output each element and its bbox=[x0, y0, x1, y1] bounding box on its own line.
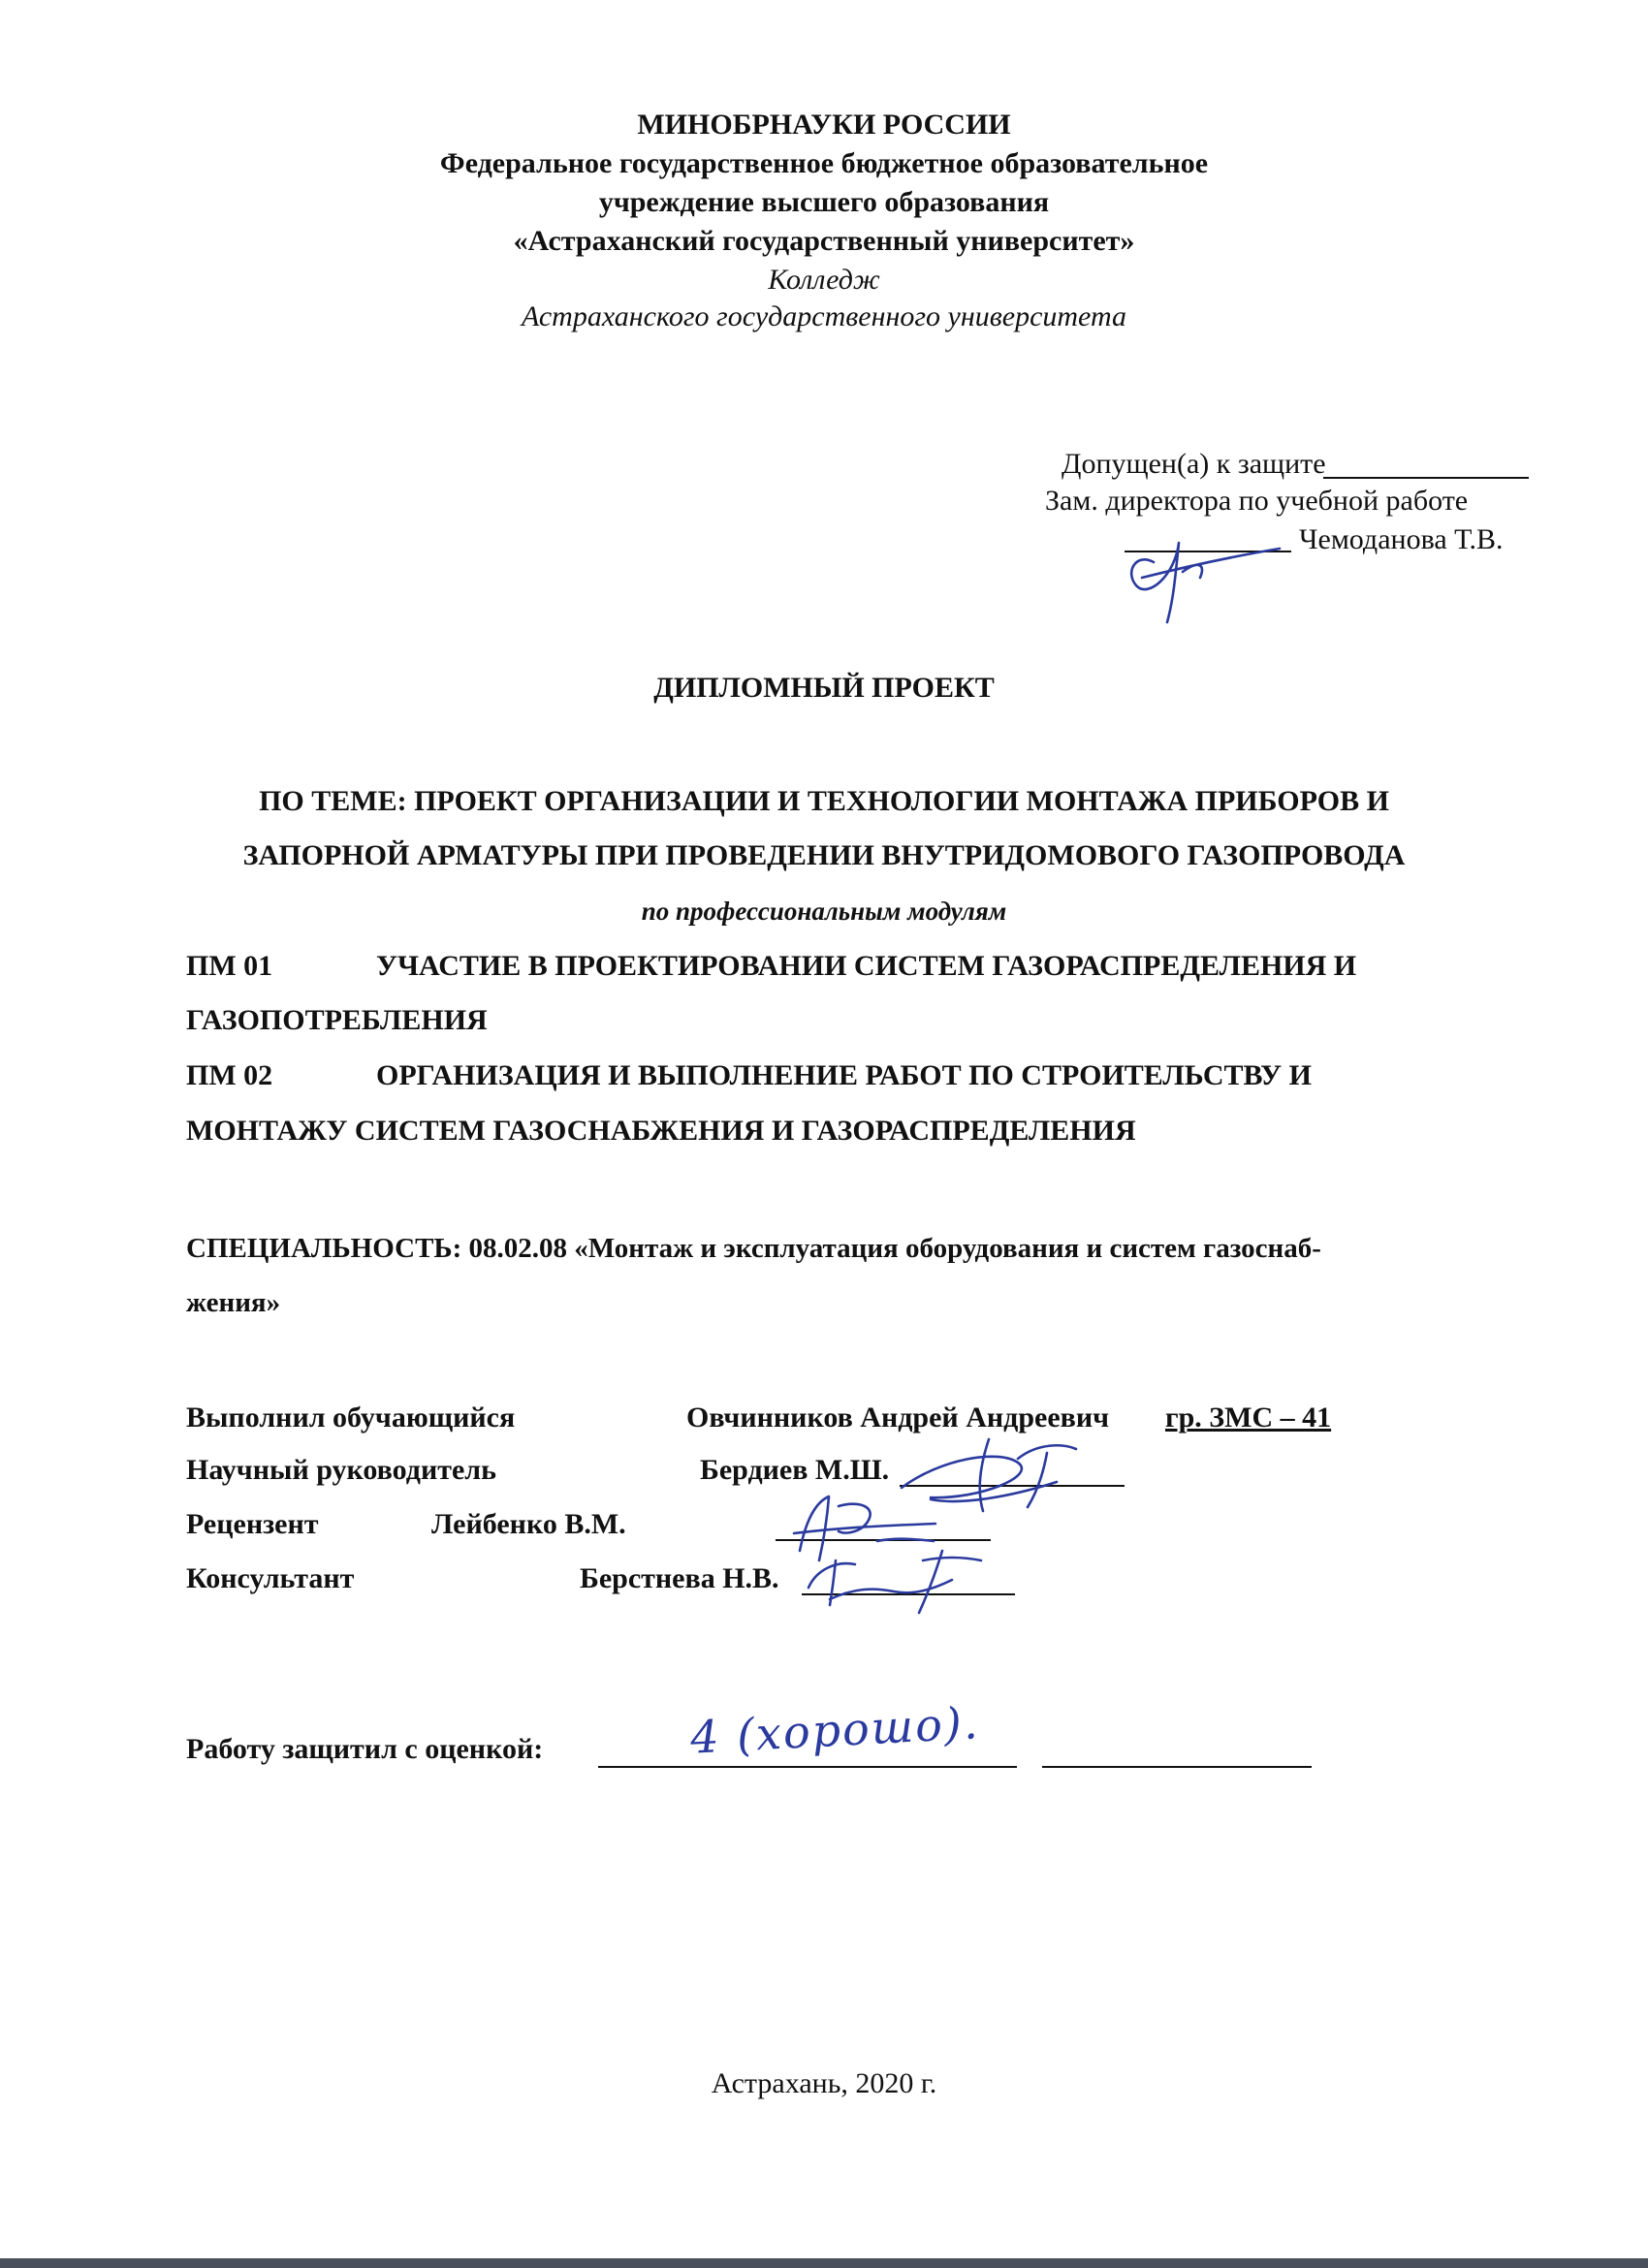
grade-line bbox=[598, 1766, 1017, 1768]
student-label: Выполнил обучающийся bbox=[186, 1402, 516, 1433]
module-1-title-line-1: УЧАСТИЕ В ПРОЕКТИРОВАНИИ СИСТЕМ ГАЗОРАСПРЕДЕЛЕНИЯ И bbox=[376, 950, 1357, 982]
student-group: гр. ЗМС – 41 bbox=[1165, 1402, 1332, 1433]
consultant-label: Консультант bbox=[186, 1562, 355, 1594]
document-title: ДИПЛОМНЫЙ ПРОЕКТ bbox=[653, 672, 995, 704]
defense-signature-line bbox=[1042, 1766, 1312, 1768]
module-1-title-line-2: ГАЗОПОТРЕБЛЕНИЯ bbox=[186, 1004, 488, 1036]
topic-line-1: ПО ТЕМЕ: ПРОЕКТ ОРГАНИЗАЦИИ И ТЕХНОЛОГИИ МОНТАЖА ПРИБОРОВ И bbox=[259, 785, 1389, 817]
topic-line-2: ЗАПОРНОЙ АРМАТУРЫ ПРИ ПРОВЕДЕНИИ ВНУТРИДОМОВОГО ГАЗОПРОВОДА bbox=[242, 839, 1406, 871]
university-name: «Астраханский государственный университет» bbox=[513, 225, 1135, 257]
ministry-line: МИНОБРНАУКИ РОССИИ bbox=[637, 109, 1011, 141]
deputy-position: Зам. директора по учебной работе bbox=[1045, 485, 1469, 517]
reviewer-name: Лейбенко В.М. bbox=[431, 1508, 626, 1540]
advisor-label: Научный руководитель bbox=[186, 1454, 496, 1486]
college-line-1: Колледж bbox=[768, 264, 880, 296]
handwritten-grade: 4 (хорошо). bbox=[688, 1696, 981, 1764]
deputy-name: Чемоданова Т.В. bbox=[1299, 523, 1504, 555]
advisor-name: Бердиев М.Ш. bbox=[700, 1454, 890, 1486]
place-and-year: Астрахань, 2020 г. bbox=[711, 2067, 937, 2099]
specialty-line-1: СПЕЦИАЛЬНОСТЬ: 08.02.08 «Монтаж и эксплуатация оборудования и систем газоснаб- bbox=[186, 1233, 1321, 1264]
module-2-title-line-1: ОРГАНИЗАЦИЯ И ВЫПОЛНЕНИЕ РАБОТ ПО СТРОИТЕЛЬСТВУ И bbox=[376, 1059, 1312, 1091]
module-2-title-line-2: МОНТАЖУ СИСТЕМ ГАЗОСНАБЖЕНИЯ И ГАЗОРАСПРЕДЕЛЕНИЯ bbox=[186, 1115, 1136, 1147]
consultant-name: Берстнева Н.В. bbox=[580, 1562, 779, 1594]
institution-line-1: Федеральное государственное бюджетное образовательное bbox=[439, 147, 1209, 179]
consultant-signature bbox=[797, 1531, 1010, 1619]
module-1-code: ПМ 01 bbox=[186, 950, 273, 982]
deputy-signature bbox=[1086, 504, 1299, 630]
institution-line-2: учреждение высшего образования bbox=[598, 186, 1050, 218]
module-2-code: ПМ 02 bbox=[186, 1059, 273, 1091]
defense-label: Работу защитил с оценкой: bbox=[186, 1733, 544, 1765]
college-line-2: Астраханского государственного университета bbox=[521, 300, 1127, 332]
reviewer-label: Рецензент bbox=[186, 1508, 319, 1540]
scan-bottom-edge bbox=[0, 2258, 1648, 2268]
modules-label: по профессиональным модулям bbox=[641, 897, 1007, 926]
admitted-signature-line bbox=[1323, 477, 1529, 479]
student-name: Овчинников Андрей Андреевич bbox=[686, 1402, 1110, 1433]
admitted-label: Допущен(а) к защите bbox=[1062, 448, 1326, 480]
specialty-line-2: жения» bbox=[186, 1287, 281, 1318]
